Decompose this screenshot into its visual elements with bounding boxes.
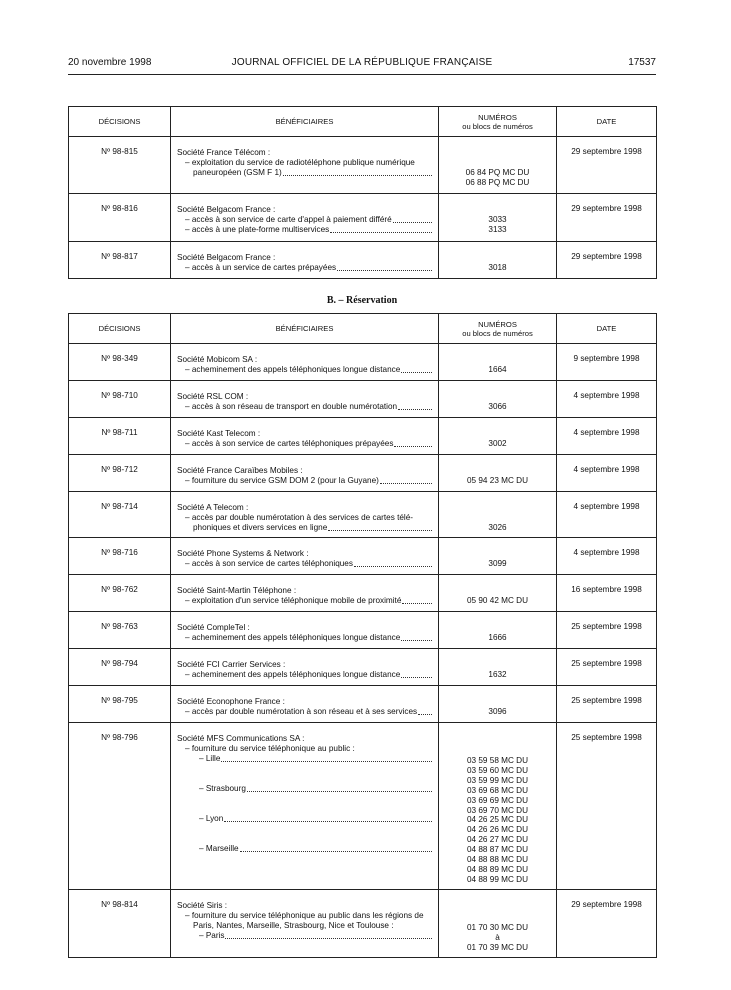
service-line: – fourniture du service téléphonique au public : (185, 744, 355, 753)
table-row (69, 194, 657, 242)
table-row (69, 381, 657, 418)
number-value: 03 69 70 MC DU (467, 805, 528, 815)
number-value: 03 69 69 MC DU (467, 795, 528, 805)
number-cell (439, 538, 557, 575)
beneficiary-cell (171, 575, 439, 612)
service-line: – accès par double numérotation à des services de cartes télé- (185, 513, 414, 522)
service-line (177, 670, 432, 680)
decision-date: 25 septembre 1998 (557, 723, 657, 890)
decision-number: Nº 98-714 (69, 492, 171, 538)
company-name: Société France Caraïbes Mobiles : (177, 466, 303, 475)
number-value: 06 88 PQ MC DU (465, 178, 530, 187)
city-name: – Lille (199, 754, 221, 763)
company-name: Société France Télécom : (177, 148, 271, 157)
beneficiary-cell (171, 492, 439, 538)
city-line (177, 754, 432, 764)
dot-leader (240, 844, 432, 852)
service-line (177, 523, 432, 533)
table-row (69, 538, 657, 575)
service-line (177, 559, 432, 569)
table-row (69, 418, 657, 455)
service-line (177, 476, 432, 486)
service-line (177, 263, 432, 273)
beneficiary-cell (171, 418, 439, 455)
service-line (177, 402, 432, 412)
service-line: Paris, Nantes, Marseille, Strasbourg, Nice et Toulouse : (193, 920, 394, 930)
table-row (69, 686, 657, 723)
dot-leader (401, 633, 432, 641)
number-cell (439, 242, 557, 279)
number-value: 04 88 99 MC DU (467, 874, 528, 884)
service-text: phoniques et divers services en ligne (193, 523, 328, 532)
company-name: Société MFS Communications SA : (177, 734, 305, 743)
number-value: 3018 (488, 263, 507, 272)
number-cell (439, 612, 557, 649)
decision-number: Nº 98-710 (69, 381, 171, 418)
number-value: 01 70 39 MC DU (467, 942, 528, 952)
table-header-row (69, 107, 657, 137)
beneficiary-cell (171, 242, 439, 279)
service-text: – acheminement des appels téléphoniques longue distance (185, 633, 401, 642)
decision-number: Nº 98-814 (69, 889, 171, 957)
beneficiary-cell (171, 137, 439, 194)
service-line (177, 215, 432, 225)
dot-leader (380, 476, 432, 484)
company-name: Société Mobicom SA : (177, 355, 258, 364)
col-header-date: DATE (557, 107, 657, 137)
decision-date: 29 septembre 1998 (557, 194, 657, 242)
col-header-numeros-line1: NUMÉROS (478, 112, 517, 122)
col-header-numeros (439, 107, 557, 137)
service-line (177, 439, 432, 449)
page-header (68, 57, 656, 71)
table-row (69, 137, 657, 194)
col-header-date: DATE (557, 314, 657, 344)
number-value: 3026 (488, 523, 507, 532)
city-line (177, 844, 432, 854)
service-text: – exploitation d'un service téléphonique mobile de proximité (185, 596, 402, 605)
service-text: paneuropéen (GSM F 1) (193, 168, 282, 177)
beneficiary-cell (171, 344, 439, 381)
number-value: 3096 (488, 707, 507, 716)
number-cell (439, 889, 557, 957)
decision-number: Nº 98-712 (69, 455, 171, 492)
dot-leader (394, 439, 432, 447)
table-row (69, 889, 657, 957)
number-cell (439, 418, 557, 455)
mfs-number-list (439, 756, 556, 885)
decision-number: Nº 98-349 (69, 344, 171, 381)
decision-date: 4 septembre 1998 (557, 455, 657, 492)
table-row (69, 242, 657, 279)
service-line (177, 365, 432, 375)
beneficiary-cell (171, 381, 439, 418)
dot-leader (328, 523, 432, 531)
number-cell (439, 455, 557, 492)
decision-number: Nº 98-711 (69, 418, 171, 455)
decision-date: 25 septembre 1998 (557, 649, 657, 686)
number-value: 03 59 60 MC DU (467, 765, 528, 775)
beneficiary-cell (171, 455, 439, 492)
service-text: – accès à un service de cartes prépayées (185, 263, 337, 272)
number-value: 04 26 26 MC DU (467, 825, 528, 835)
decision-date: 25 septembre 1998 (557, 686, 657, 723)
decision-number: Nº 98-716 (69, 538, 171, 575)
journal-title: JOURNAL OFFICIEL DE LA RÉPUBLIQUE FRANÇAISE (231, 57, 493, 68)
header-date: 20 novembre 1998 (68, 57, 152, 68)
beneficiary-cell (171, 686, 439, 723)
col-header-beneficiaires: BÉNÉFICIAIRES (171, 107, 439, 137)
decision-date: 4 septembre 1998 (557, 492, 657, 538)
company-name: Société A Telecom : (177, 503, 249, 512)
decision-number: Nº 98-817 (69, 242, 171, 279)
number-cell (439, 649, 557, 686)
decision-date: 29 septembre 1998 (557, 137, 657, 194)
company-name: Société Econophone France : (177, 697, 285, 706)
company-name: Société RSL COM : (177, 392, 249, 401)
beneficiary-cell (171, 723, 439, 890)
company-name: Société FCI Carrier Services : (177, 660, 286, 669)
decisions-table-a (68, 106, 657, 279)
number-value: 04 88 89 MC DU (467, 864, 528, 874)
city-name: – Marseille (199, 844, 239, 853)
city-line (177, 814, 432, 824)
service-text: – accès à son service de carte d'appel à paiement différé (185, 215, 392, 224)
company-name: Société Kast Telecom : (177, 429, 261, 438)
service-line: – exploitation du service de radiotéléphone publique numérique (185, 158, 415, 167)
decision-number: Nº 98-794 (69, 649, 171, 686)
number-cell (439, 575, 557, 612)
beneficiary-cell (171, 194, 439, 242)
number-value: 1632 (488, 670, 507, 679)
dot-leader (398, 402, 432, 410)
table-header-row (69, 314, 657, 344)
dot-leader (330, 225, 432, 233)
number-value: 1666 (488, 633, 507, 642)
service-line (177, 596, 432, 606)
number-value: 03 69 68 MC DU (467, 785, 528, 795)
service-line (177, 225, 432, 235)
page-number: 17537 (628, 57, 656, 68)
col-header-beneficiaires: BÉNÉFICIAIRES (171, 314, 439, 344)
col-header-decisions: DÉCISIONS (69, 314, 171, 344)
service-line: – fourniture du service téléphonique au public dans les régions de (185, 910, 424, 920)
dot-leader (402, 596, 432, 604)
number-value: 03 59 99 MC DU (467, 775, 528, 785)
city-line (177, 931, 432, 941)
decision-number: Nº 98-796 (69, 723, 171, 890)
decision-date: 4 septembre 1998 (557, 418, 657, 455)
header-rule (68, 74, 656, 75)
decision-number: Nº 98-816 (69, 194, 171, 242)
service-text: – accès à son service de cartes téléphoniques (185, 559, 353, 568)
company-name: Société Phone Systems & Network : (177, 549, 309, 558)
beneficiary-cell (171, 612, 439, 649)
service-text: – accès à une plate-forme multiservices (185, 225, 330, 234)
number-value: 03 59 58 MC DU (467, 756, 528, 765)
number-cell (439, 723, 557, 890)
service-text: – accès à son service de cartes téléphoniques prépayées (185, 439, 394, 448)
decision-number: Nº 98-795 (69, 686, 171, 723)
service-text: – fourniture du service GSM DOM 2 (pour la Guyane) (185, 476, 379, 485)
dot-leader (247, 784, 432, 792)
number-value: 05 90 42 MC DU (467, 596, 528, 605)
dot-leader (337, 263, 432, 271)
company-name: Société Belgacom France : (177, 253, 276, 262)
table-row (69, 612, 657, 649)
dot-leader (401, 365, 432, 373)
city-name: – Lyon (199, 814, 224, 823)
decision-date: 9 septembre 1998 (557, 344, 657, 381)
dot-leader (225, 931, 432, 939)
service-text: – acheminement des appels téléphoniques longue distance (185, 670, 401, 679)
decision-number: Nº 98-815 (69, 137, 171, 194)
dot-leader (224, 814, 432, 822)
number-value: 3099 (488, 559, 507, 568)
decision-date: 4 septembre 1998 (557, 381, 657, 418)
table-row (69, 723, 657, 890)
number-value: 06 84 PQ MC DU (465, 168, 530, 177)
service-line (177, 633, 432, 643)
col-header-numeros-line1: NUMÉROS (478, 319, 517, 329)
col-header-decisions: DÉCISIONS (69, 107, 171, 137)
service-line (177, 168, 432, 178)
number-value: 3033 (488, 215, 507, 224)
decision-date: 29 septembre 1998 (557, 242, 657, 279)
number-value: 05 94 23 MC DU (467, 476, 528, 485)
number-value: 3066 (488, 402, 507, 411)
table-row (69, 455, 657, 492)
number-cell (439, 686, 557, 723)
number-cell (439, 381, 557, 418)
number-cell (439, 194, 557, 242)
service-line (177, 707, 432, 717)
decision-date: 4 septembre 1998 (557, 538, 657, 575)
beneficiary-cell (171, 889, 439, 957)
company-name: Société CompleTel : (177, 623, 250, 632)
number-cell (439, 344, 557, 381)
number-cell (439, 137, 557, 194)
company-name: Société Siris : (177, 900, 228, 910)
dot-leader (401, 670, 432, 678)
number-value: 04 88 87 MC DU (467, 845, 528, 855)
decision-date: 16 septembre 1998 (557, 575, 657, 612)
table-row (69, 575, 657, 612)
city-name: – Paris (199, 930, 225, 940)
dot-leader (393, 215, 432, 223)
number-value: 3002 (488, 439, 507, 448)
number-value: 04 88 88 MC DU (467, 855, 528, 865)
dot-leader (354, 559, 432, 567)
service-text: – acheminement des appels téléphoniques longue distance (185, 365, 401, 374)
col-header-numeros-line2: ou blocs de numéros (462, 121, 533, 131)
service-text: – accès par double numérotation à son réseau et à ses services (185, 707, 418, 716)
dot-leader (283, 168, 432, 176)
number-value: 1664 (488, 365, 507, 374)
city-line (177, 784, 432, 794)
number-value: 04 26 27 MC DU (467, 835, 528, 845)
decision-number: Nº 98-762 (69, 575, 171, 612)
decision-date: 29 septembre 1998 (557, 889, 657, 957)
number-cell (439, 492, 557, 538)
col-header-numeros (439, 314, 557, 344)
table-row (69, 344, 657, 381)
decision-number: Nº 98-763 (69, 612, 171, 649)
table-b-rows (69, 344, 657, 723)
number-value: 01 70 30 MC DU (467, 922, 528, 932)
section-heading: B. – Réservation (326, 295, 398, 306)
number-value: 3133 (488, 225, 507, 234)
table-row (69, 649, 657, 686)
range-separator: à (495, 932, 500, 942)
col-header-numeros-line2: ou blocs de numéros (462, 328, 533, 338)
dot-leader (221, 754, 432, 762)
company-name: Société Saint-Martin Téléphone : (177, 586, 297, 595)
number-value: 04 26 25 MC DU (467, 815, 528, 825)
beneficiary-cell (171, 538, 439, 575)
company-name: Société Belgacom France : (177, 205, 276, 214)
decisions-table-b (68, 313, 657, 958)
table-row (69, 492, 657, 538)
service-text: – accès à son réseau de transport en double numérotation (185, 402, 398, 411)
decision-date: 25 septembre 1998 (557, 612, 657, 649)
dot-leader (418, 707, 432, 715)
city-name: – Strasbourg (199, 784, 246, 793)
beneficiary-cell (171, 649, 439, 686)
